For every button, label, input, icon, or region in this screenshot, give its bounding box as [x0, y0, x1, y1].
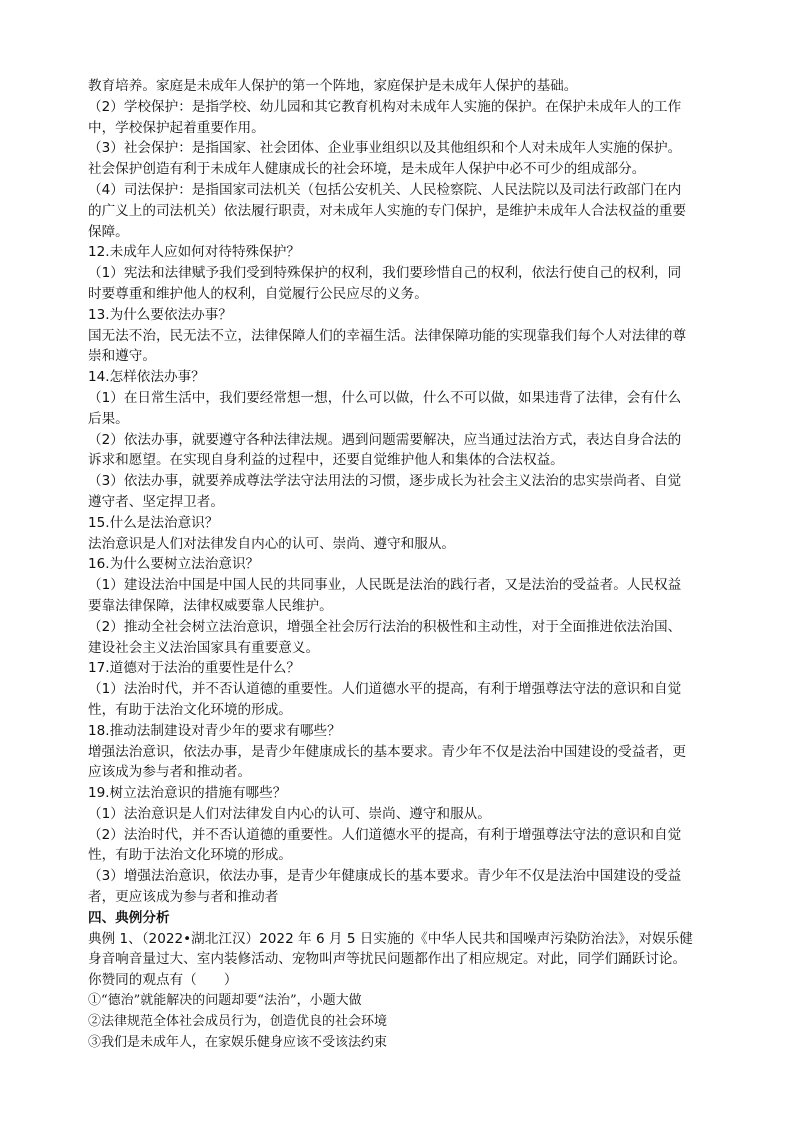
body-text-line: （1）法治意识是人们对法律发自内心的认可、崇尚、遵守和服从。 — [88, 805, 491, 822]
body-text-line: （1）宪法和法律赋予我们受到特殊保护的权利，我们要珍惜自己的权利，依法行使自己的权利，同 — [88, 265, 682, 282]
body-text-line: （1）在日常生活中，我们要经常想一想，什么可以做，什么不可以做，如果违背了法律，会有什么 — [88, 389, 682, 406]
question-heading: 15.什么是法治意识？ — [88, 514, 219, 531]
question-heading: 12.未成年人应如何对待特殊保护？ — [88, 244, 300, 261]
question-heading: 19.树立法治意识的措施有哪些？ — [88, 785, 287, 802]
question-heading: 14.怎样依法办事？ — [88, 369, 205, 386]
question-heading: 16.为什么要树立法治意识？ — [88, 556, 260, 573]
answer-option: ③我们是未成年人，在家娱乐健身应该不受该法约束 — [88, 1034, 388, 1050]
body-text-line: 诉求和愿望。在实现自身利益的过程中，还要自觉维护他人和集体的合法权益。 — [88, 452, 564, 469]
question-heading: 18.推动法制建设对青少年的要求有哪些？ — [88, 722, 341, 739]
body-text-line: 者，更应该成为参与者和推动者 — [88, 889, 279, 906]
body-text-line: 后果。 — [88, 410, 129, 427]
answer-option: ②法律规范全体社会成员行为，创造优良的社会环境 — [88, 1013, 388, 1029]
body-text-line: 要靠法律保障，法律权威要靠人民维护。 — [88, 597, 333, 614]
body-text-line: （3）社会保护：是指国家、社会团体、企业事业组织以及其他组织和个人对未成年人实施的保护。 — [88, 140, 682, 157]
body-text-line: 建设社会主义法治国家具有重要意义。 — [88, 639, 320, 656]
body-text-line: 保障。 — [88, 223, 129, 240]
body-text-line: （4）司法保护：是指国家司法机关（包括公安机关、人民检察院、人民法院以及司法行政部门在内 — [88, 181, 682, 198]
body-text-line: 增强法治意识，依法办事，是青少年健康成长的基本要求。青少年不仅是法治中国建设的受益者，更 — [88, 743, 687, 760]
body-text-line: 教育培养。家庭是未成年人保护的第一个阵地，家庭保护是未成年人保护的基础。 — [88, 78, 578, 94]
body-text-line: 时要尊重和维护他人的权利，自觉履行公民应尽的义务。 — [88, 285, 428, 302]
body-text-line: 国无法不治，民无法不立，法律保障人们的幸福生活。法律保障功能的实现靠我们每个人对法律的尊 — [88, 327, 687, 344]
body-text-line: （2）依法办事，就要遵守各种法律法规。遇到问题需要解决，应当通过法治方式，表达自身合法的 — [88, 431, 682, 448]
answer-option: ①“德治”就能解决的问题却要“法治”，小题大做 — [88, 993, 362, 1009]
body-text-line: 的广义上的司法机关）依法履行职责，对未成年人实施的专门保护，是维护未成年人合法权益的重要 — [88, 202, 687, 219]
section-heading: 四、典例分析 — [88, 909, 170, 926]
body-text-line: 遵守者、坚定捍卫者。 — [88, 493, 224, 510]
document-page — [88, 76, 710, 1053]
body-text-line: （1）建设法治中国是中国人民的共同事业，人民既是法治的践行者，又是法治的受益者。人民权益 — [88, 577, 682, 594]
body-text-line: 典例 1、（2022•湖北江汉）2022 年 6 月 5 日实施的《中华人民共和国噪声污染防治法》，对娱乐健 — [88, 930, 693, 947]
body-text-line: 法治意识是人们对法律发自内心的认可、崇尚、遵守和服从。 — [88, 535, 456, 552]
body-text-line: （2）学校保护：是指学校、幼儿园和其它教育机构对未成年人实施的保护。在保护未成年人的工作 — [88, 98, 682, 115]
body-text-line: （1）法治时代，并不否认道德的重要性。人们道德水平的提高，有利于增强尊法守法的意识和自觉 — [88, 681, 682, 698]
body-text-line: （3）增强法治意识，依法办事，是青少年健康成长的基本要求。青少年不仅是法治中国建设的受益 — [88, 868, 682, 885]
body-text-line: （2）法治时代，并不否认道德的重要性。人们道德水平的提高，有利于增强尊法守法的意识和自觉 — [88, 826, 682, 843]
body-text-line: 应该成为参与者和推动者。 — [88, 764, 252, 781]
body-text-line: 中，学校保护起着重要作用。 — [88, 119, 265, 136]
question-heading: 13.为什么要依法办事？ — [88, 306, 232, 323]
body-text-line: 你赞同的观点有（ ） — [88, 972, 238, 989]
body-text-line: 性，有助于法治文化环境的形成。 — [88, 701, 292, 718]
body-text-line: 崇和遵守。 — [88, 348, 156, 365]
body-text-line: 社会保护创造有利于未成年人健康成长的社会环境，是未成年人保护中必不可少的组成部分。 — [88, 161, 646, 178]
body-text-line: 性，有助于法治文化环境的形成。 — [88, 847, 292, 864]
body-text-line: （2）推动全社会树立法治意识，增强全社会厉行法治的积极性和主动性，对于全面推进依法治国、 — [88, 618, 682, 635]
question-heading: 17.道德对于法治的重要性是什么？ — [88, 660, 300, 677]
body-text-line: （3）依法办事，就要养成尊法学法守法用法的习惯，逐步成长为社会主义法治的忠实崇尚者、自觉 — [88, 473, 682, 490]
body-text-line: 身音响音量过大、室内装修活动、宠物叫声等扰民问题都作出了相应规定。对此，同学们踊跃讨论。 — [88, 951, 687, 968]
